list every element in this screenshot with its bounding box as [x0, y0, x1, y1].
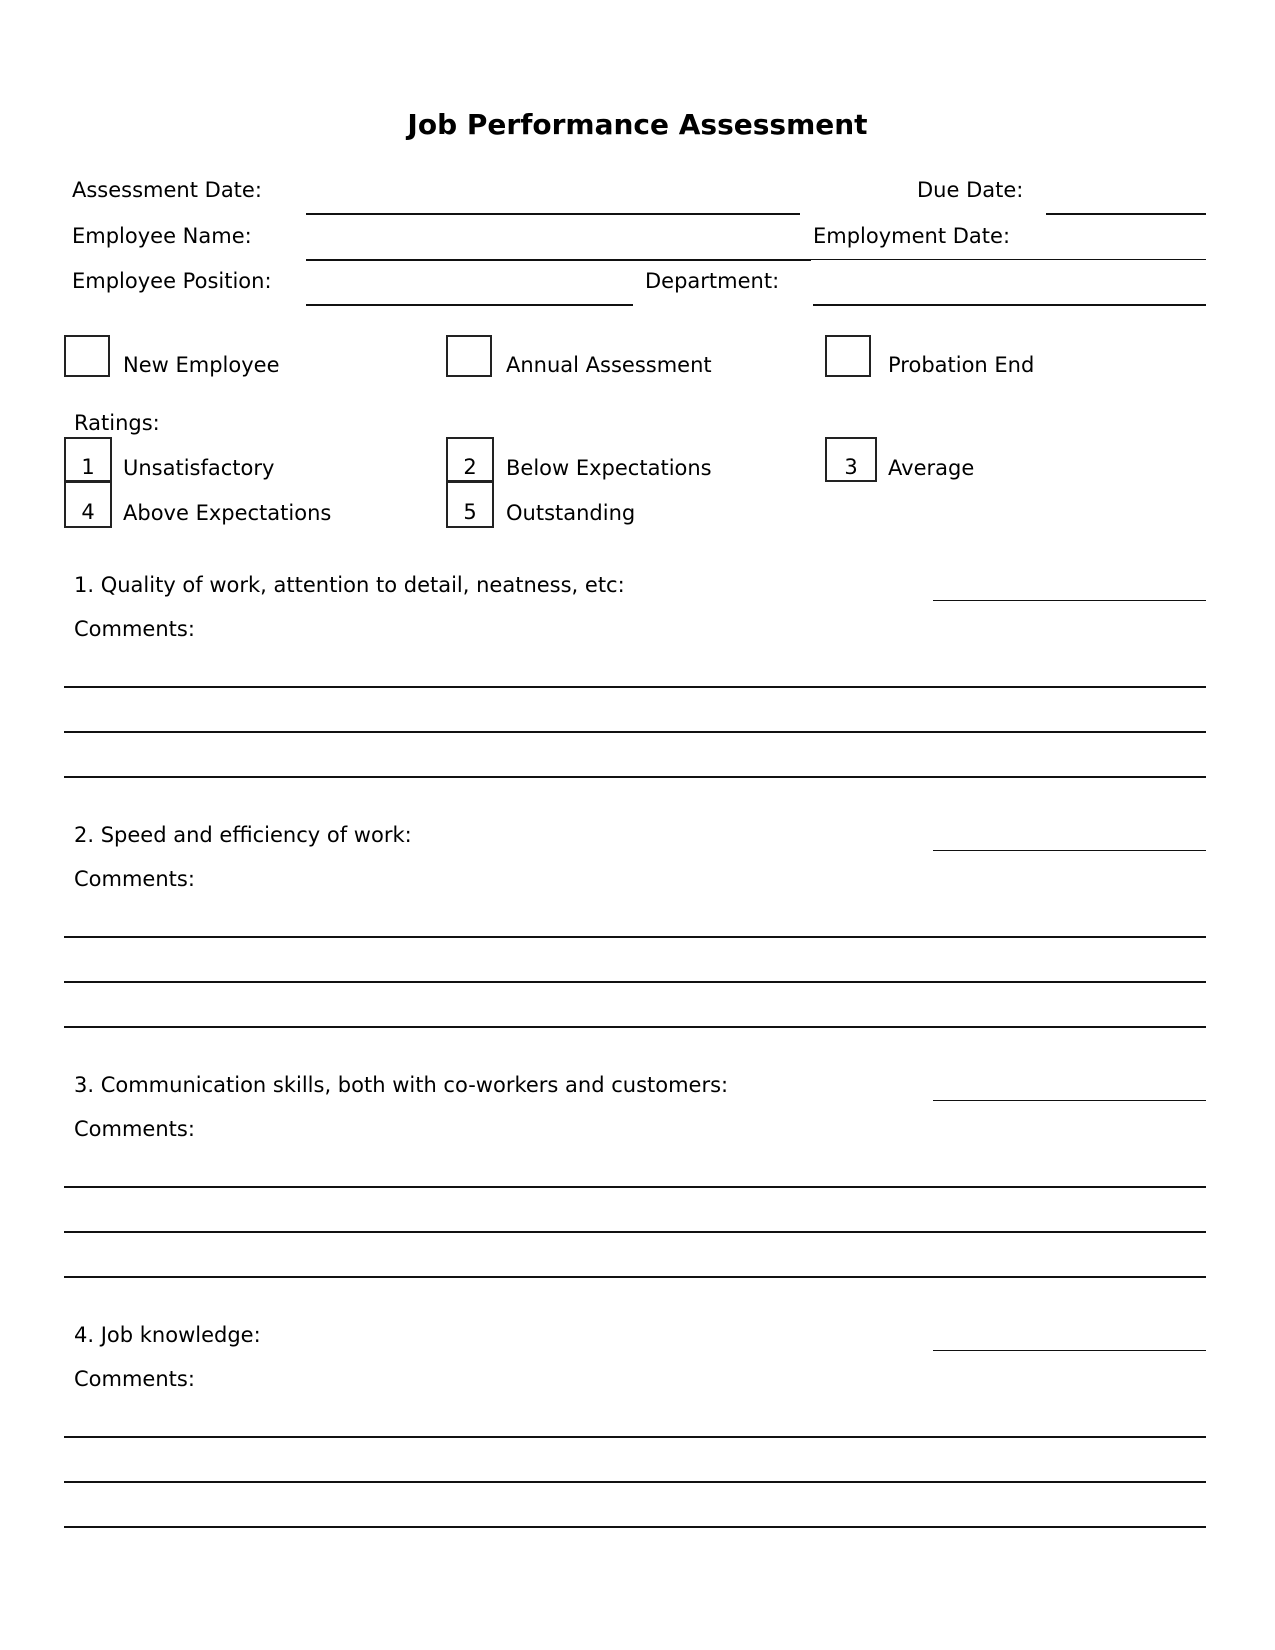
page-title: Job Performance Assessment: [407, 108, 868, 141]
due-date-field[interactable]: [1046, 213, 1206, 215]
probation-end-checkbox[interactable]: [825, 335, 871, 377]
employee-position-field[interactable]: [306, 304, 633, 306]
employee-name-label: Employee Name:: [72, 224, 252, 248]
new-employee-label: New Employee: [123, 353, 280, 377]
rating-field[interactable]: [933, 1100, 1206, 1101]
question-text: 2. Speed and efficiency of work:: [74, 823, 412, 847]
new-employee-checkbox[interactable]: [64, 335, 110, 377]
comment-line[interactable]: [64, 1276, 1206, 1278]
rating-box-3: 3: [825, 437, 877, 482]
rating-box-1: 1: [64, 437, 112, 482]
rating-field[interactable]: [933, 1350, 1206, 1351]
employment-date-field[interactable]: [811, 259, 1206, 260]
question-text: 3. Communication skills, both with co-workers and customers:: [74, 1073, 729, 1097]
rating-label-3: Average: [888, 456, 975, 480]
rating-box-4: 4: [64, 481, 112, 528]
comment-line[interactable]: [64, 936, 1206, 938]
department-field[interactable]: [813, 304, 1206, 306]
annual-assessment-label: Annual Assessment: [506, 353, 712, 377]
comments-label: Comments:: [74, 617, 195, 641]
rating-field[interactable]: [933, 600, 1206, 601]
comments-label: Comments:: [74, 1367, 195, 1391]
rating-label-1: Unsatisfactory: [123, 456, 275, 480]
assessment-date-field[interactable]: [306, 213, 800, 215]
comment-line[interactable]: [64, 1026, 1206, 1028]
rating-field[interactable]: [933, 850, 1206, 851]
department-label: Department:: [645, 269, 780, 293]
due-date-label: Due Date:: [917, 178, 1024, 202]
annual-assessment-checkbox[interactable]: [446, 335, 492, 377]
rating-box-2: 2: [446, 437, 494, 482]
question-text: 1. Quality of work, attention to detail, neatness, etc:: [74, 573, 625, 597]
question-text: 4. Job knowledge:: [74, 1323, 261, 1347]
comment-line[interactable]: [64, 731, 1206, 733]
assessment-date-label: Assessment Date:: [72, 178, 262, 202]
comments-label: Comments:: [74, 1117, 195, 1141]
comment-line[interactable]: [64, 1186, 1206, 1188]
ratings-label: Ratings:: [74, 411, 160, 435]
employment-date-label: Employment Date:: [813, 224, 1011, 248]
comment-line[interactable]: [64, 1231, 1206, 1233]
rating-label-5: Outstanding: [506, 501, 636, 525]
comment-line[interactable]: [64, 1481, 1206, 1483]
rating-label-2: Below Expectations: [506, 456, 712, 480]
employee-name-field[interactable]: [306, 259, 811, 261]
comment-line[interactable]: [64, 981, 1206, 983]
rating-label-4: Above Expectations: [123, 501, 332, 525]
probation-end-label: Probation End: [888, 353, 1035, 377]
comment-line[interactable]: [64, 686, 1206, 688]
rating-box-5: 5: [446, 481, 494, 528]
comments-label: Comments:: [74, 867, 195, 891]
employee-position-label: Employee Position:: [72, 269, 272, 293]
comment-line[interactable]: [64, 776, 1206, 778]
comment-line[interactable]: [64, 1526, 1206, 1528]
comment-line[interactable]: [64, 1436, 1206, 1438]
